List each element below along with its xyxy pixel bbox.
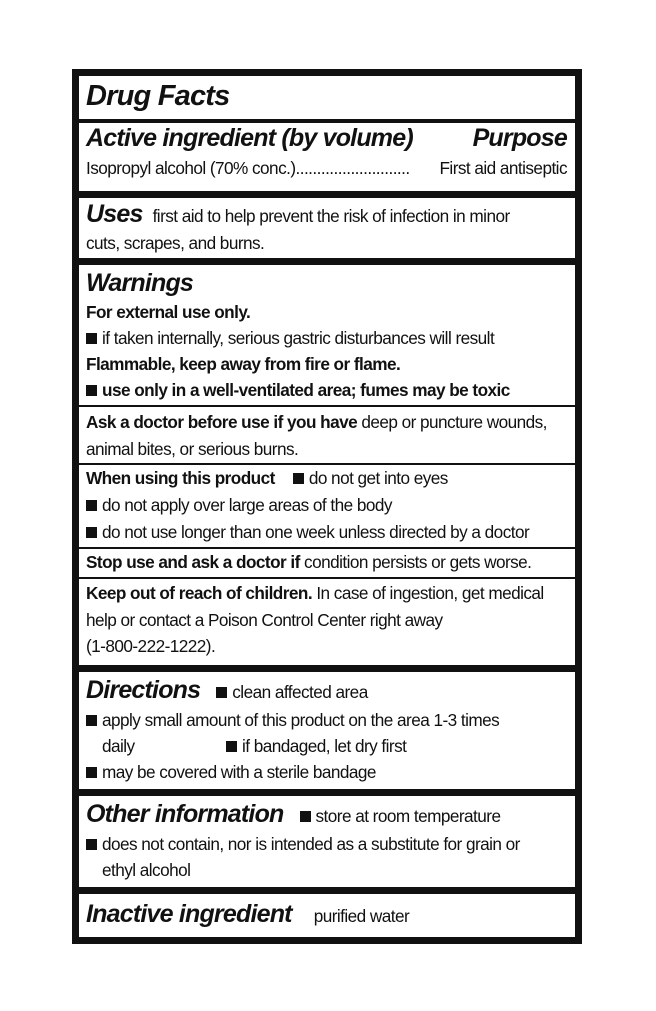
warnings-section xyxy=(79,265,575,665)
purpose-heading: Purpose xyxy=(472,124,567,152)
directions-item-2-line-1: apply small amount of this product on the area 1-3 times xyxy=(102,710,500,730)
ingredient-name: Isopropyl alcohol (70% conc.)........................... xyxy=(86,158,410,178)
when-using-item-2: do not apply over large areas of the body xyxy=(102,495,392,515)
bullet-square-icon xyxy=(86,767,97,778)
directions-section xyxy=(79,672,575,789)
ventilation-warning: use only in a well-ventilated area; fumes may be toxic xyxy=(102,380,510,400)
inactive-section xyxy=(79,894,575,937)
ask-doctor-rest: deep or puncture wounds, xyxy=(361,412,547,432)
active-ingredient-row xyxy=(86,154,567,182)
drug-facts-label xyxy=(72,69,582,944)
directions-item-3: if bandaged, let dry first xyxy=(242,736,407,756)
ingredient-purpose: First aid antiseptic xyxy=(439,158,567,178)
inactive-value: purified water xyxy=(313,906,410,926)
when-using-bold: When using this product xyxy=(86,468,275,488)
keep-out-line-3: (1-800-222-1222). xyxy=(86,636,216,656)
when-using-item-3: do not use longer than one week unless directed by a doctor xyxy=(102,522,530,542)
bullet-square-icon xyxy=(86,839,97,850)
bullet-square-icon xyxy=(86,715,97,726)
directions-item-4: may be covered with a sterile bandage xyxy=(102,762,376,782)
bullet-square-icon xyxy=(300,811,311,822)
uses-section xyxy=(79,198,575,258)
inactive-heading: Inactive ingredient xyxy=(86,900,292,928)
bullet-square-icon xyxy=(293,473,304,484)
keep-out-line-2: help or contact a Poison Control Center right away xyxy=(86,610,443,630)
keep-out-rest: In case of ingestion, get medical xyxy=(316,583,544,603)
bullet-square-icon xyxy=(226,741,237,752)
ask-doctor-line-2: animal bites, or serious burns. xyxy=(86,439,299,459)
warnings-rule-1 xyxy=(79,405,575,407)
flammable-warning: Flammable, keep away from fire or flame. xyxy=(86,354,401,374)
bullet-square-icon xyxy=(86,527,97,538)
other-info-item-2-line-2: ethyl alcohol xyxy=(102,860,191,880)
bullet-square-icon xyxy=(216,687,227,698)
directions-item-1: clean affected area xyxy=(232,682,368,702)
bullet-square-icon xyxy=(86,500,97,511)
external-use-text: For external use only. xyxy=(86,302,251,322)
other-info-heading: Other information xyxy=(86,800,284,828)
ask-doctor-bold: Ask a doctor before use if you have xyxy=(86,412,358,432)
keep-out-bold: Keep out of reach of children. xyxy=(86,583,313,603)
uses-line-2: cuts, scrapes, and burns. xyxy=(86,232,265,253)
stop-use-bold: Stop use and ask a doctor if xyxy=(86,552,300,572)
title-active-section xyxy=(79,76,575,191)
bullet-square-icon xyxy=(86,385,97,396)
directions-item-2-line-2: daily xyxy=(102,736,135,756)
uses-heading: Uses xyxy=(86,200,143,228)
other-info-item-2-line-1: does not contain, nor is intended as a substitute for grain or xyxy=(102,834,520,854)
drug-facts-title: Drug Facts xyxy=(86,80,230,112)
when-using-item-1: do not get into eyes xyxy=(308,468,448,488)
other-info-item-1: store at room temperature xyxy=(315,806,501,826)
active-ingredient-heading: Active ingredient (by volume) xyxy=(86,124,413,152)
warnings-heading: Warnings xyxy=(86,269,194,297)
directions-heading: Directions xyxy=(86,676,201,704)
internal-warning: if taken internally, serious gastric disturbances will result xyxy=(102,328,495,348)
other-info-section xyxy=(79,796,575,887)
stop-use-rest: condition persists or gets worse. xyxy=(304,552,532,572)
bullet-square-icon xyxy=(86,333,97,344)
uses-line-1: first aid to help prevent the risk of infection in minor xyxy=(152,206,510,226)
